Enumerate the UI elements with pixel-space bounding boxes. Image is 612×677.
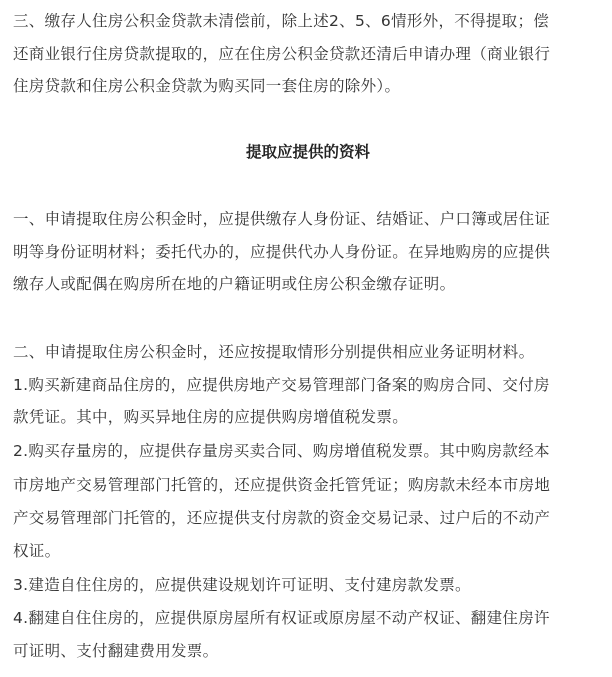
paragraph-1-line: 住房贷款和住房公积金贷款为购买同一套住房的除外）。 (13, 77, 401, 95)
section-heading: 提取应提供的资料 (245, 143, 370, 161)
paragraph-1-line: 还商业银行住房贷款提取的，应在住房公积金贷款还清后申请办理（商业银行 (13, 45, 551, 63)
paragraph-3-line: 可证明、支付翻建费用发票。 (13, 642, 219, 660)
paragraph-3-line: 款凭证。其中，购买异地住房的应提供购房增值税发票。 (13, 408, 409, 426)
paragraph-1-line: 三、缴存人住房公积金贷款未清偿前，除上述2、5、6情形外，不得提取；偿 (13, 12, 550, 30)
paragraph-2-line: 缴存人或配偶在购房所在地的户籍证明或住房公积金缴存证明。 (13, 275, 456, 293)
paragraph-3-line: 市房地产交易管理部门托管的，还应提供资金托管凭证；购房款未经本市房地 (13, 476, 551, 494)
paragraph-3-line: 权证。 (13, 542, 61, 560)
paragraph-3-line: 二、申请提取住房公积金时，还应按提取情形分别提供相应业务证明材料。 (13, 343, 535, 361)
paragraph-3-line: 3.建造自住住房的，应提供建设规划许可证明、支付建房款发票。 (13, 576, 471, 594)
paragraph-3-line: 产交易管理部门托管的，还应提供支付房款的资金交易记录、过户后的不动产 (13, 509, 551, 527)
paragraph-2-line: 明等身份证明材料；委托代办的，应提供代办人身份证。在异地购房的应提供 (13, 243, 551, 261)
paragraph-3-line: 4.翻建自住住房的，应提供原房屋所有权证或原房屋不动产权证、翻建住房许 (13, 609, 550, 627)
paragraph-3-line: 2.购买存量房的，应提供存量房买卖合同、购房增值税发票。其中购房款经本 (13, 442, 550, 460)
paragraph-3-line: 1.购买新建商品住房的，应提供房地产交易管理部门备案的购房合同、交付房 (13, 376, 550, 394)
paragraph-2-line: 一、申请提取住房公积金时，应提供缴存人身份证、结婚证、户口簿或居住证 (13, 210, 551, 228)
